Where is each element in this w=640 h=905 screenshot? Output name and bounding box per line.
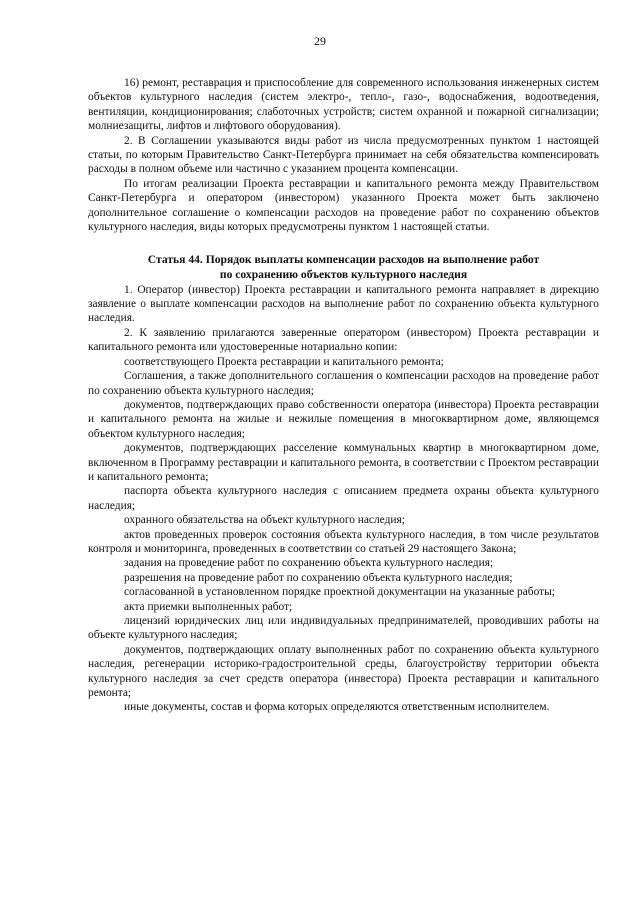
list-item: задания на проведение работ по сохранению объекта культурного наследия; (124, 557, 494, 570)
list-item: лицензий юридических лиц или индивидуальных предпринимателей, проводивших работы на объекте культурного наследия; (88, 615, 599, 642)
list-item: документов, подтверждающих расселение коммунальных квартир в многоквартирном доме, включенном в Программу реставрации и капитального ремонта, в соответствии с Проектом реставрации и капитального ремонта; (88, 442, 599, 483)
document-body (88, 76, 599, 715)
article-title-line-2: по сохранению объектов культурного наследия (219, 268, 468, 282)
list-item: паспорта объекта культурного наследия с описанием предмета охраны объекта культурного наследия; (88, 485, 599, 512)
list-item: актов проведенных проверок состояния объекта культурного наследия, в том числе результатов контроля и мониторинга, проведенных в соответствии со статьей 29 настоящего Закона; (88, 528, 599, 555)
article-title (88, 253, 599, 282)
list-item: документов, подтверждающих право собственности оператора (инвестора) Проекта реставрации и капитального ремонта на жилые и нежилые помещения в многоквартирном доме, являющемся объектом культурного наследия; (88, 398, 599, 440)
list-item: охранного обязательства на объект культурного наследия; (124, 514, 405, 527)
paragraph: 2. К заявлению прилагаются заверенные оператором (инвестором) Проекта реставрации и капитального ремонта или удостоверенные нотариально копии: (88, 326, 599, 354)
paragraph: По итогам реализации Проекта реставрации и капитального ремонта между Правительством Санкт-Петербурга и оператором (инвестором) указанного Проекта может быть заключено дополнительное соглашение о компенсации расходов на проведение работ по сохранению объектов культурного наследия, виды которых предусмотрены пунктом 1 настоящей статьи. (88, 177, 599, 234)
page-number: 29 (314, 34, 326, 48)
article-title-line-1: Статья 44. Порядок выплаты компенсации расходов на выполнение работ (147, 253, 540, 267)
paragraph: 2. В Соглашении указываются виды работ из числа предусмотренных пунктом 1 настоящей статьи, по которым Правительство Санкт-Петербурга принимает на себя обязательства компенсировать расходы в полном объеме или частично с указанием процента компенсации. (88, 134, 599, 176)
list-item: иные документы, состав и форма которых определяются ответственным исполнителем. (124, 701, 550, 714)
list-item: разрешения на проведение работ по сохранению объекта культурного наследия; (124, 571, 513, 584)
list-item: акта приемки выполненных работ; (124, 600, 293, 613)
paragraph: 16) ремонт, реставрация и приспособление для современного использования инженерных систем объектов культурного наследия (систем электро-, тепло-, газо-, водоснабжения, водоотведения, вентиляции, кондиционирования; слаботочных устройств; систем охранной и пожарной сигнализации; молниезащиты, лифтов и лифтового оборудования). (88, 77, 599, 133)
list-item: документов, подтверждающих оплату выполненных работ по сохранению объекта культурного наследия, регенерации историко-градостроительной среды, благоустройству территории объекта культурного наследия за счет средств оператора (инвестора) Проекта реставрации и капитального ремонта; (88, 643, 599, 700)
list-item: соответствующего Проекта реставрации и капитального ремонта; (124, 355, 444, 368)
list-item: согласованной в установленном порядке проектной документации на указанные работы; (124, 586, 555, 599)
list-item: Соглашения, а также дополнительного соглашения о компенсации расходов на проведение работ по сохранению объекта культурного наследия; (88, 370, 599, 397)
paragraph: 1. Оператор (инвестор) Проекта реставрации и капитального ремонта направляет в дирекцию заявление о выплате компенсации расходов на выполнение работ по сохранению объекта культурного наследия. (88, 283, 599, 325)
